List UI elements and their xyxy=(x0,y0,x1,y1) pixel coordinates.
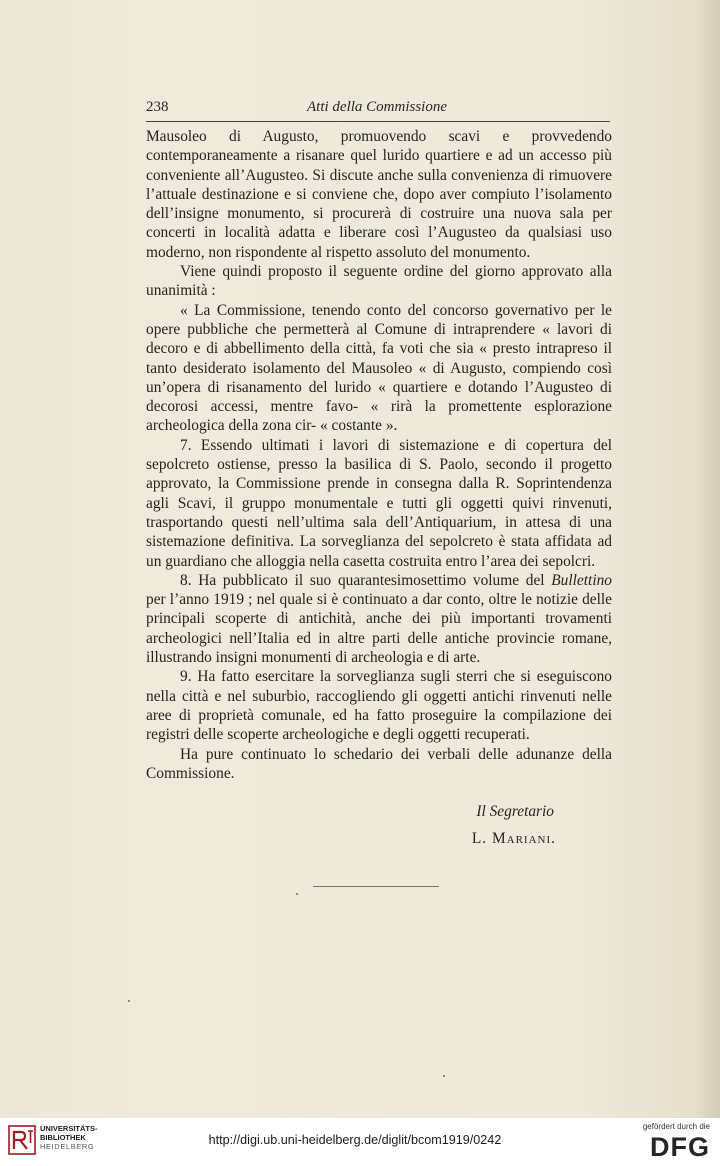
paper-speck xyxy=(296,893,298,895)
funding-caption: gefördert durch die xyxy=(642,1122,710,1131)
paragraph-order-of-the-day: « La Commissione, tenendo conto del concorso governativo per le opere pubbliche che permetterà al Comune di intraprendere « lavori di decoro e di abbellimento della città, fa voti che sia « presto intrapreso il tanto desiderato isolamento del Mausoleo « di Augusto, compiendo così un’opera di risanamento del lurido « quartiere e dotando l’Augusteo di decorosi accessi, mentre favo- « rirà la promettente esplorazione archeologica della zona cir- « costante ». xyxy=(146,301,612,435)
library-logo-icon xyxy=(8,1123,38,1157)
paragraph-item-7: 7. Essendo ultimati i lavori di sistemazione e di copertura del sepolcreto ostiense, presso la basilica di S. Paolo, secondo il progetto approvato, la Commissione prende in consegna dalla R. Soprintendenza agli Scavi, il gruppo monumentale e tutti gli oggetti quivi rinvenuti, trasportando questi nell’ultima sala dell’Antiquarium, in attesa di una sistemazione definitiva. La sorveglianza del sepolcreto è stata affidata ad un guardiano che alloggia nella casetta costruita entro l’area dei sepolcri. xyxy=(146,436,612,570)
bullettino-title: Bullettino xyxy=(551,571,612,589)
paper-speck xyxy=(128,1000,130,1002)
library-name-line2: BIBLIOTHEK xyxy=(40,1133,86,1142)
running-header xyxy=(146,99,608,119)
paragraph-proposal: Viene quindi proposto il seguente ordine del giorno approvato alla unanimità : xyxy=(146,263,612,300)
paragraph-closing: Ha pure continuato lo schedario dei verbali delle adunanze della Commissione. xyxy=(146,745,612,782)
permalink-url[interactable]: http://digi.ub.uni-heidelberg.de/diglit/bcom1919/0242 xyxy=(208,1133,502,1147)
running-title: Atti della Commissione xyxy=(307,99,447,115)
page-number: 238 xyxy=(146,99,169,115)
paper-speck xyxy=(443,1075,445,1077)
paragraph-item-8 xyxy=(146,571,612,667)
header-rule xyxy=(146,121,610,122)
body-text xyxy=(146,127,612,783)
library-name xyxy=(40,1124,98,1151)
closing-rule xyxy=(313,886,439,887)
item-8-lead: 8. Ha pubblicato il suo quarantesimosettimo volume del xyxy=(180,571,545,589)
paragraph-continuation: Mausoleo di Augusto, promuovendo scavi e provvedendo contemporaneamente a risanare quel lurido quartiere e ad un accesso più conveniente all’Augusteo. Si discute anche sulla convenienza di rimuovere l’attuale destinazione e si conviene che, dopo aver compiuto l’isolamento dell’insigne monumento, si procurerà di costruire una nuova sala per concerti in località adatta e liberare così l’Augusteo da qualsiasi uso moderno, non rispondente al rispetto assoluto del monumento. xyxy=(146,128,612,261)
signature-role: Il Segretario xyxy=(476,803,554,820)
item-8-rest: per l’anno 1919 ; nel quale si è continuato a dar conto, oltre le notizie delle principali scoperte di antichità, anche dei più importanti trovamenti archeologici nell’Italia ed in altre parti delle antiche provincie romane, illustrando insigni monumenti di archeologia e di arte. xyxy=(146,591,612,667)
signature-block xyxy=(400,798,600,852)
signature-name: L. Mariani. xyxy=(471,830,556,847)
library-name-line3: HEIDELBERG xyxy=(40,1142,95,1151)
paragraph-item-9: 9. Ha fatto esercitare la sorveglianza sugli sterri che si eseguiscono nella città e nel suburbio, raccogliendo gli oggetti antichi rinvenuti nelle aree di proprietà comunale, ed ha fatto proseguire la compilazione dei registri delle scoperte archeologiche e degli oggetti recuperati. xyxy=(146,668,612,744)
library-name-line1: UNIVERSITÄTS- xyxy=(40,1124,98,1133)
dfg-logo: DFG xyxy=(650,1132,710,1162)
